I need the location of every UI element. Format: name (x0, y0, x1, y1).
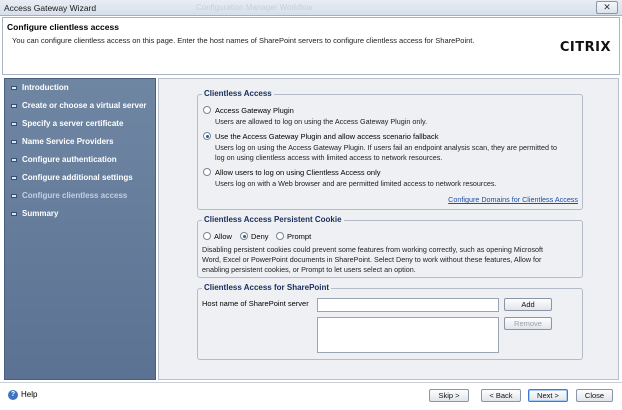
radio-cookie-allow[interactable] (203, 232, 211, 240)
step-bullet-icon (11, 104, 17, 108)
window-title: Access Gateway Wizard (4, 3, 97, 13)
citrix-logo: CITRIX (559, 40, 611, 55)
radio-plugin-only-label[interactable]: Access Gateway Plugin (215, 106, 294, 115)
nav-item-label: Specify a server certificate (22, 119, 124, 128)
step-bullet-icon (11, 194, 17, 198)
host-name-input[interactable] (317, 298, 499, 312)
skip-button[interactable]: Skip > (429, 389, 469, 402)
cookie-description-line3: enabling persistent cookies, or Prompt to let users select an option. (202, 265, 416, 274)
help-link[interactable] (8, 390, 37, 400)
sharepoint-legend: Clientless Access for SharePoint (204, 283, 330, 292)
step-bullet-icon (11, 176, 17, 180)
radio-plugin-fallback[interactable] (203, 132, 211, 140)
help-label: Help (21, 390, 38, 400)
radio-cookie-deny-label[interactable]: Deny (251, 232, 269, 241)
close-button[interactable]: Close (576, 389, 613, 402)
radio-plugin-fallback-label[interactable]: Use the Access Gateway Plugin and allow access scenario fallback (215, 132, 439, 141)
plugin-only-description: Users are allowed to log on using the Access Gateway Plugin only. (215, 117, 428, 126)
window-close-button[interactable]: ✕ (596, 1, 618, 14)
host-name-label: Host name of SharePoint server (202, 299, 309, 308)
step-bullet-icon (11, 122, 17, 126)
radio-cookie-deny[interactable] (240, 232, 248, 240)
nav-item-clientless-access[interactable] (9, 189, 155, 203)
clientless-access-legend: Clientless Access (204, 89, 272, 98)
step-bullet-icon (11, 158, 17, 162)
nav-item-label: Introduction (22, 83, 69, 92)
page-description: You can configure clientless access on this page. Enter the host names of SharePoint servers to configure clientless access for SharePoint. (12, 36, 475, 45)
plugin-fallback-description-line1: Users log on using the Access Gateway Plugin. If users fail an endpoint analysis scan, they are permitted to (215, 143, 557, 152)
footer-divider (0, 382, 622, 383)
background-window-title: Conﬁguration Manager Workﬂow (196, 3, 313, 12)
nav-item-label: Configure additional settings (22, 173, 133, 182)
nav-item-label: Summary (22, 209, 59, 218)
radio-plugin-only[interactable] (203, 106, 211, 114)
nav-item-label: Configure clientless access (22, 191, 128, 200)
persistent-cookie-group (197, 215, 583, 278)
main-panel (158, 78, 619, 380)
next-button[interactable]: Next > (528, 389, 568, 402)
page-header (2, 17, 620, 75)
nav-item-label: Configure authentication (22, 155, 117, 164)
radio-cookie-allow-label[interactable]: Allow (214, 232, 232, 241)
add-button[interactable]: Add (504, 298, 552, 311)
nav-item-certificate[interactable] (9, 117, 155, 131)
nav-item-authentication[interactable] (9, 153, 155, 167)
remove-button[interactable]: Remove (504, 317, 552, 330)
nav-item-virtual-server[interactable] (9, 99, 155, 113)
host-name-list[interactable] (317, 317, 499, 353)
help-icon: ? (8, 390, 18, 400)
configure-domains-link[interactable]: Configure Domains for Clientless Access (448, 195, 578, 204)
wizard-step-nav (4, 78, 156, 380)
nav-item-introduction[interactable] (9, 81, 155, 95)
persistent-cookie-legend: Clientless Access Persistent Cookie (204, 215, 342, 224)
sharepoint-group (197, 283, 583, 360)
nav-item-additional-settings[interactable] (9, 171, 155, 185)
radio-cookie-prompt-label[interactable]: Prompt (287, 232, 312, 241)
clientless-access-group (197, 89, 583, 210)
step-bullet-icon (11, 212, 17, 216)
radio-cookie-prompt[interactable] (276, 232, 284, 240)
radio-clientless-only-label[interactable]: Allow users to log on using Clientless Access only (215, 168, 381, 177)
back-button[interactable]: < Back (481, 389, 521, 402)
step-bullet-icon (11, 86, 17, 90)
nav-item-label: Create or choose a virtual server (22, 101, 147, 110)
cookie-description-line1: Disabling persistent cookies could prevent some features from working correctly, such as opening Microsoft (202, 245, 544, 254)
radio-clientless-only[interactable] (203, 168, 211, 176)
window-titlebar (0, 0, 622, 16)
nav-item-label: Name Service Providers (22, 137, 114, 146)
nav-item-name-service[interactable] (9, 135, 155, 149)
clientless-only-description: Users log on with a Web browser and are permitted limited access to network resources. (215, 179, 497, 188)
cookie-description-line2: Word, Excel or PowerPoint documents in SharePoint. Select Deny to work without these features, Allow for (202, 255, 542, 264)
nav-item-summary[interactable] (9, 207, 155, 221)
page-title: Configure clientless access (7, 22, 119, 32)
plugin-fallback-description-line2: log on using clientless access with limited access to network resources. (215, 153, 443, 162)
step-bullet-icon (11, 140, 17, 144)
